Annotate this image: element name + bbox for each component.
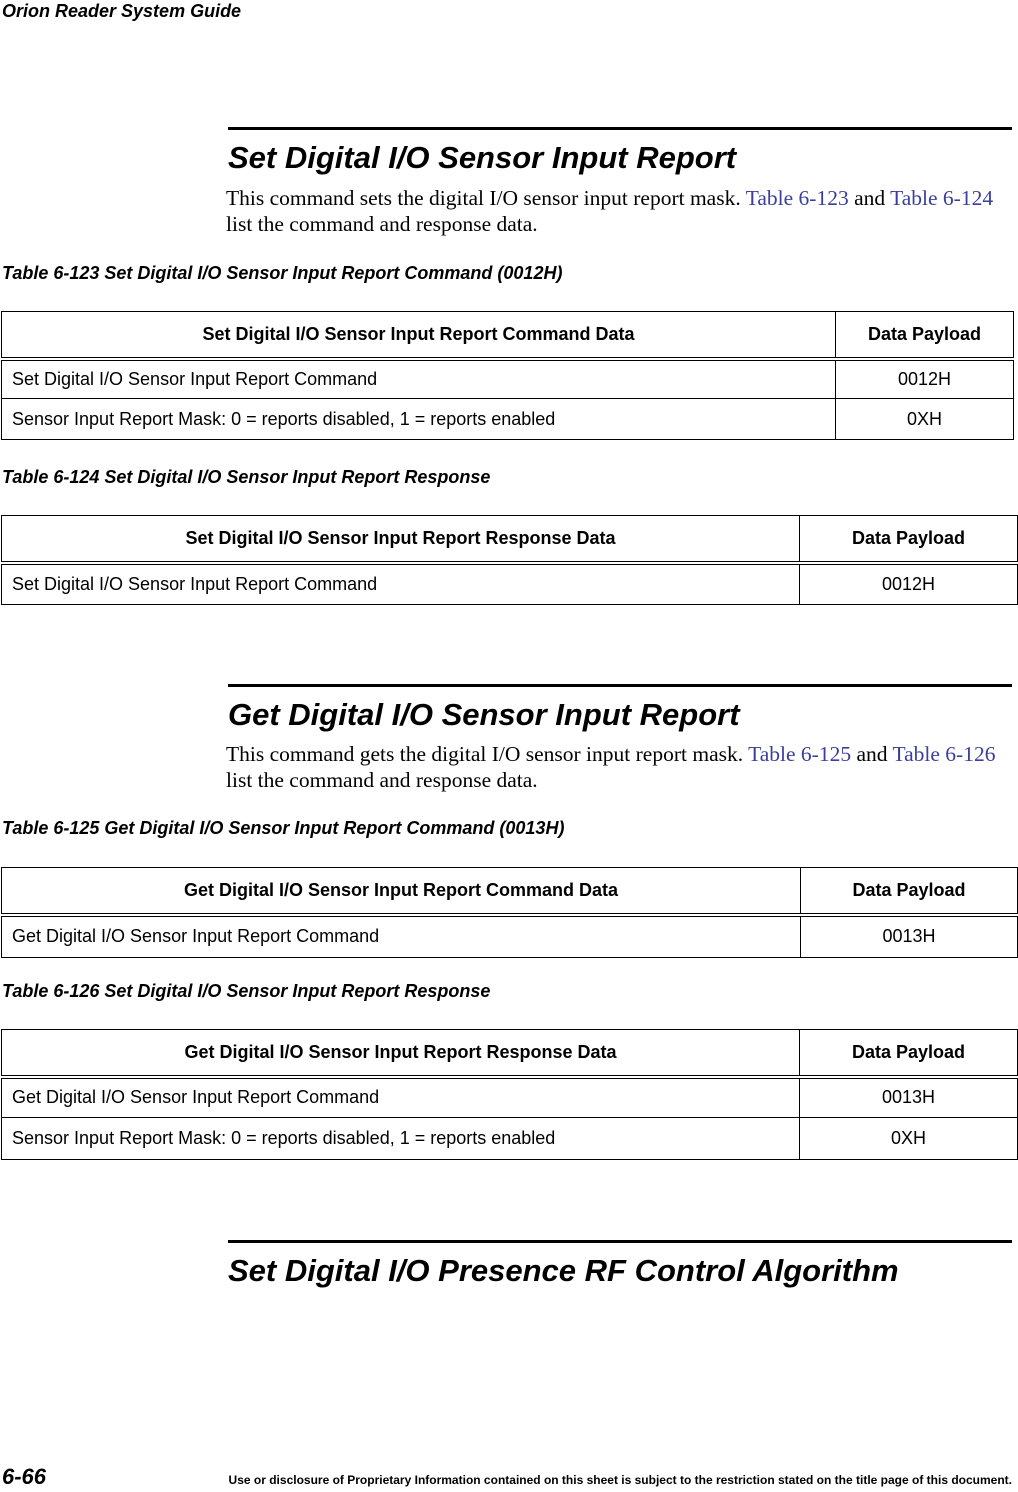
table-row [2,1077,1018,1118]
table-cell: Get Digital I/O Sensor Input Report Command [2,1077,800,1118]
response-table [1,1029,1018,1160]
intro-text: This command sets the digital I/O sensor input report mask. [226,186,746,210]
table-cell: Get Digital I/O Sensor Input Report Command [2,915,801,958]
table-row [2,359,1014,399]
table-row [2,563,1018,605]
section-intro [226,185,1016,237]
column-header: Set Digital I/O Sensor Input Report Command Data [2,312,836,359]
table-link[interactable]: Table 6-123 [745,186,849,210]
table-caption: Table 6-125 Get Digital I/O Sensor Input Report Command (0013H) [2,818,565,838]
table-cell: 0XH [836,399,1014,440]
running-header: Orion Reader System Guide [2,1,242,21]
table-link[interactable]: Table 6-125 [748,742,852,766]
table-link[interactable]: Table 6-126 [892,742,996,766]
table-link[interactable]: Table 6-124 [890,186,994,210]
intro-text: and [848,186,891,210]
response-table [1,515,1018,605]
section-rule [228,1240,1012,1243]
table-cell: 0XH [800,1118,1018,1160]
table-caption: Table 6-126 Set Digital I/O Sensor Input Report Response [2,981,491,1001]
column-header: Data Payload [800,1030,1018,1077]
section-rule [228,127,1012,130]
table-cell: 0012H [836,359,1014,399]
table-row [2,399,1014,440]
table-cell: Set Digital I/O Sensor Input Report Command [2,563,800,605]
section-title: Set Digital I/O Presence RF Control Algorithm [228,1253,899,1288]
intro-text: and [851,742,893,766]
page-number: 6-66 [2,1464,47,1489]
intro-text: This command gets the digital I/O sensor input report mask. [226,742,749,766]
column-header: Data Payload [801,868,1018,915]
intro-text: list the command and response data. [226,212,538,236]
column-header: Data Payload [836,312,1014,359]
section-intro [226,741,1016,793]
intro-text: list the command and response data. [226,768,538,792]
column-header: Data Payload [800,516,1018,563]
table-cell: 0013H [801,915,1018,958]
table-cell: 0012H [800,563,1018,605]
column-header: Get Digital I/O Sensor Input Report Command Data [2,868,801,915]
proprietary-notice: Use or disclosure of Proprietary Information contained on this sheet is subject to the restriction stated on the title page of this document. [228,1473,1012,1487]
column-header: Set Digital I/O Sensor Input Report Response Data [2,516,800,563]
section-rule [228,684,1012,687]
section-title: Set Digital I/O Sensor Input Report [228,140,737,175]
table-cell: 0013H [800,1077,1018,1118]
table-caption: Table 6-123 Set Digital I/O Sensor Input Report Command (0012H) [2,263,563,283]
command-table [1,867,1018,958]
column-header: Get Digital I/O Sensor Input Report Response Data [2,1030,800,1077]
table-cell: Set Digital I/O Sensor Input Report Command [2,359,836,399]
table-row [2,1118,1018,1160]
table-cell: Sensor Input Report Mask: 0 = reports disabled, 1 = reports enabled [2,1118,800,1160]
section-title: Get Digital I/O Sensor Input Report [228,697,740,732]
table-cell: Sensor Input Report Mask: 0 = reports disabled, 1 = reports enabled [2,399,836,440]
table-row [2,915,1018,958]
table-caption: Table 6-124 Set Digital I/O Sensor Input Report Response [2,467,491,487]
command-table [1,311,1014,440]
